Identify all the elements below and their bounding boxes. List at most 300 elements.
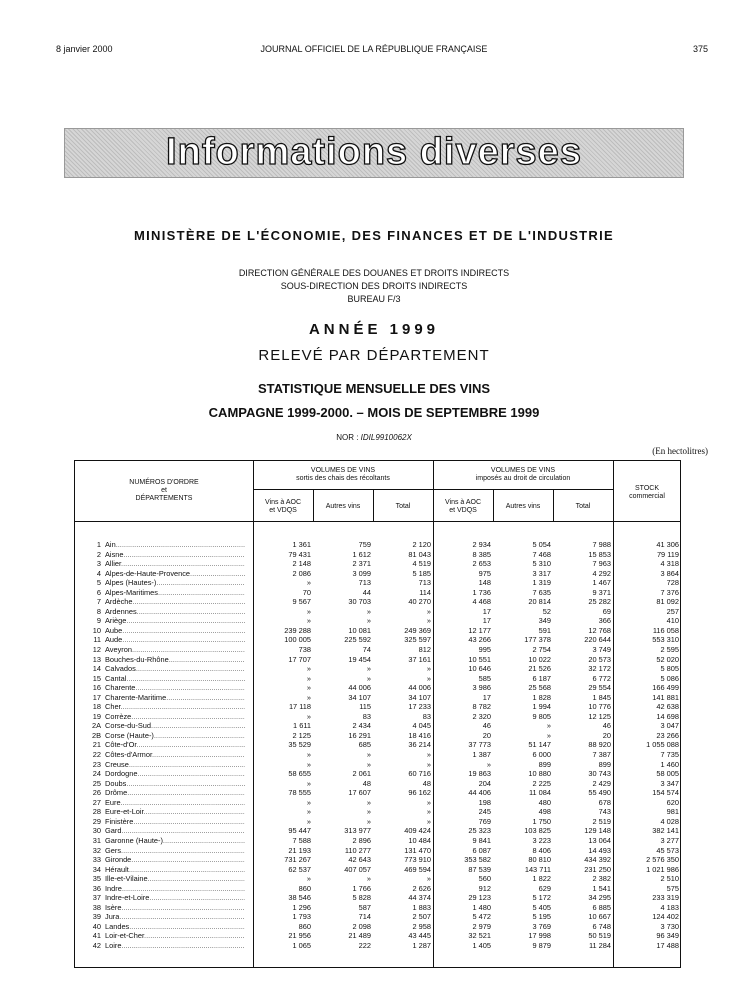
table-body	[75, 540, 680, 951]
cell-value: 407 057	[344, 864, 371, 874]
cell-value: 204	[478, 778, 491, 788]
table-row	[75, 865, 680, 875]
dept-number: 4	[96, 568, 101, 578]
cell-value: 2 086	[292, 568, 311, 578]
dept-number: 10	[92, 625, 101, 635]
cell-value: 5 195	[532, 912, 551, 922]
cell-value: 899	[598, 759, 611, 769]
cell-value: 44 374	[408, 893, 431, 903]
cell-value: 110 277	[344, 845, 371, 855]
dept-name: Loire .....	[105, 941, 245, 951]
header-aoc-2: Vins à AOC et VDQS	[444, 499, 482, 514]
table-row	[75, 750, 680, 760]
cell-value: 738	[298, 645, 311, 655]
cell-value: 100 005	[284, 635, 311, 645]
dept-number: 42	[92, 940, 101, 950]
table-row	[75, 874, 680, 884]
cell-value: 4 292	[592, 568, 611, 578]
cell-value: 225 592	[344, 635, 371, 645]
table-row	[75, 798, 680, 808]
dept-name: Ardèche .....	[105, 597, 245, 607]
cell-value: 7 735	[660, 750, 679, 760]
dept-name: Charente-Maritime .....	[105, 693, 245, 703]
cell-value: 115	[359, 702, 371, 712]
journal-title: JOURNAL OFFICIEL DE LA RÉPUBLIQUE FRANÇAISE	[260, 44, 488, 54]
cell-value: 34 295	[588, 893, 611, 903]
cell-value: 2 979	[472, 921, 491, 931]
cell-value: »	[426, 606, 431, 616]
cell-value: 20	[602, 730, 611, 740]
cell-value: 17 233	[408, 702, 431, 712]
dept-number: 3	[96, 559, 101, 569]
cell-value: »	[426, 664, 431, 674]
dept-name: Corrèze .....	[105, 712, 245, 722]
table-row	[75, 731, 680, 741]
cell-value: 585	[478, 673, 491, 683]
cell-value: 17 707	[288, 654, 311, 664]
cell-value: 560	[478, 874, 491, 884]
cell-value: 52	[542, 606, 551, 616]
cell-value: 30 703	[348, 597, 371, 607]
nor-reference	[0, 433, 748, 442]
dept-number: 35	[92, 874, 101, 884]
cell-value: 40 270	[408, 597, 431, 607]
cell-value: 17 488	[656, 940, 679, 950]
dept-number: 25	[92, 778, 101, 788]
cell-value: »	[306, 750, 311, 760]
cell-value: 1 405	[472, 940, 491, 950]
dept-name: Creuse .....	[105, 760, 245, 770]
cell-value: 4 318	[660, 559, 679, 569]
cell-value: 678	[598, 797, 611, 807]
cell-value: 353 582	[464, 855, 491, 865]
cell-value: 728	[666, 578, 679, 588]
cell-value: 114	[419, 587, 431, 597]
cell-value: 239 288	[284, 625, 311, 635]
campaign-title: CAMPAGNE 1999-2000. – MOIS DE SEPTEMBRE 1999	[208, 405, 540, 420]
cell-value: 42 643	[348, 855, 371, 865]
ministry-title: MINISTÈRE DE L'ÉCONOMIE, DES FINANCES ET DE L'INDUSTRIE	[134, 228, 614, 243]
table-row	[75, 893, 680, 903]
dept-number: 32	[92, 845, 101, 855]
cell-value: »	[366, 874, 371, 884]
cell-value: 9 841	[472, 835, 491, 845]
header-group-sortis: VOLUMES DE VINS sortis des chais des récoltants	[296, 467, 390, 482]
header-dept: NUMÉROS D'ORDRE et DÉPARTEMENTS	[129, 479, 199, 502]
dept-name: Charente .....	[105, 683, 245, 693]
cell-value: 69	[602, 606, 611, 616]
cell-value: 3 223	[532, 835, 551, 845]
direction-line-1: DIRECTION GÉNÉRALE DES DOUANES ET DROITS INDIRECTS	[238, 268, 510, 278]
cell-value: 10 667	[588, 912, 611, 922]
header-group-imposes: VOLUMES DE VINS imposés au droit de circulation	[475, 467, 571, 482]
cell-value: 5 172	[532, 893, 551, 903]
cell-value: 58 655	[288, 769, 311, 779]
cell-value: 48	[362, 778, 371, 788]
cell-value: 2 061	[352, 769, 371, 779]
cell-value: 15 853	[588, 549, 611, 559]
cell-value: 587	[358, 902, 371, 912]
dept-name: Ariège .....	[105, 616, 245, 626]
cell-value: 1 994	[532, 702, 551, 712]
cell-value: 23 266	[656, 730, 679, 740]
cell-value: »	[366, 664, 371, 674]
cell-value: 42 638	[656, 702, 679, 712]
dept-name: Gard .....	[105, 826, 245, 836]
table-row	[75, 807, 680, 817]
cell-value: »	[306, 816, 311, 826]
cell-value: 409 424	[404, 826, 431, 836]
dept-name: Aude .....	[105, 635, 245, 645]
cell-value: 96 349	[656, 931, 679, 941]
cell-value: 29 123	[468, 893, 491, 903]
table-row	[75, 884, 680, 894]
cell-value: 3 047	[660, 721, 679, 731]
table-row	[75, 912, 680, 922]
cell-value: 10 081	[348, 625, 371, 635]
table-row	[75, 578, 680, 588]
cell-value: 6 000	[532, 750, 551, 760]
dept-name: Isère .....	[105, 903, 245, 913]
cell-value: »	[486, 759, 491, 769]
cell-value: 166 499	[652, 683, 679, 693]
table-row	[75, 903, 680, 913]
cell-value: 83	[422, 711, 431, 721]
cell-value: 30 743	[588, 769, 611, 779]
cell-value: 41 306	[656, 540, 679, 549]
dept-name: Allier .....	[105, 559, 245, 569]
cell-value: 8 406	[532, 845, 551, 855]
cell-value: »	[426, 759, 431, 769]
year-title: ANNÉE 1999	[308, 321, 440, 338]
cell-value: »	[366, 807, 371, 817]
dept-number: 28	[92, 807, 101, 817]
cell-value: 9 371	[592, 587, 611, 597]
cell-value: 9 567	[292, 597, 311, 607]
cell-value: 18 416	[408, 730, 431, 740]
cell-value: 131 470	[404, 845, 431, 855]
cell-value: 1 065	[292, 940, 311, 950]
table-row	[75, 740, 680, 750]
dept-name: Alpes-de-Haute-Provence .....	[105, 569, 245, 579]
dept-number: 6	[96, 587, 101, 597]
cell-value: 2 626	[412, 883, 431, 893]
cell-value: 83	[362, 711, 371, 721]
cell-value: 2 653	[472, 559, 491, 569]
dept-number: 15	[92, 673, 101, 683]
cell-value: 44 006	[408, 683, 431, 693]
dept-number: 2B	[91, 730, 101, 740]
cell-value: 1 822	[532, 874, 551, 884]
cell-value: 34 107	[408, 692, 431, 702]
cell-value: 2 434	[352, 721, 371, 731]
cell-value: 44 006	[348, 683, 371, 693]
cell-value: 1 387	[472, 750, 491, 760]
cell-value: 731 267	[284, 855, 311, 865]
table-row	[75, 826, 680, 836]
cell-value: 81 092	[656, 597, 679, 607]
cell-value: 2 371	[352, 559, 371, 569]
cell-value: 79 119	[656, 549, 679, 559]
cell-value: 995	[478, 645, 491, 655]
cell-value: 366	[598, 616, 611, 626]
cell-value: 231 250	[584, 864, 611, 874]
cell-value: »	[426, 807, 431, 817]
table-row	[75, 635, 680, 645]
cell-value: 685	[358, 740, 371, 750]
dept-name: Aube .....	[105, 626, 245, 636]
dept-number: 31	[92, 835, 101, 845]
dept-number: 34	[92, 864, 101, 874]
cell-value: 7 387	[592, 750, 611, 760]
cell-value: 1 736	[472, 587, 491, 597]
cell-value: 5 805	[660, 664, 679, 674]
cell-value: »	[306, 673, 311, 683]
cell-value: 713	[358, 578, 371, 588]
cell-value: 10 646	[468, 664, 491, 674]
cell-value: 2 098	[352, 921, 371, 931]
cell-value: 743	[598, 807, 611, 817]
dept-name: Cantal .....	[105, 674, 245, 684]
cell-value: »	[366, 816, 371, 826]
cell-value: »	[306, 874, 311, 884]
cell-value: 4 045	[412, 721, 431, 731]
cell-value: »	[426, 616, 431, 626]
dept-name: Eure .....	[105, 798, 245, 808]
cell-value: 5 828	[352, 893, 371, 903]
cell-value: 36 214	[408, 740, 431, 750]
cell-value: 58 005	[656, 769, 679, 779]
dept-number: 13	[92, 654, 101, 664]
cell-value: 129 148	[584, 826, 611, 836]
cell-value: 154 574	[652, 788, 679, 798]
cell-value: 591	[538, 625, 551, 635]
cell-value: 2 429	[592, 778, 611, 788]
cell-value: 1 611	[293, 721, 311, 731]
dept-name: Landes .....	[105, 922, 245, 932]
dept-name: Aveyron .....	[105, 645, 245, 655]
header-aoc-1: Vins à AOC et VDQS	[264, 499, 302, 514]
cell-value: »	[426, 816, 431, 826]
dept-number: 41	[92, 931, 101, 941]
dept-number: 1	[96, 540, 101, 549]
dept-name: Drôme .....	[105, 788, 245, 798]
cell-value: 6 748	[592, 921, 611, 931]
cell-value: 9 879	[532, 940, 551, 950]
table-row	[75, 626, 680, 636]
unit-note: (En hectolitres)	[652, 446, 708, 456]
cell-value: 3 749	[592, 645, 611, 655]
cell-value: 7 988	[592, 540, 611, 549]
cell-value: 96 162	[408, 788, 431, 798]
cell-value: »	[366, 606, 371, 616]
header-autres-2: Autres vins	[505, 503, 541, 510]
cell-value: 11 284	[588, 940, 611, 950]
cell-value: 245	[478, 807, 491, 817]
cell-value: 1 612	[352, 549, 371, 559]
cell-value: 575	[666, 883, 679, 893]
cell-value: 7 588	[292, 835, 311, 845]
cell-value: 5 086	[660, 673, 679, 683]
table-row	[75, 702, 680, 712]
table-row	[75, 645, 680, 655]
cell-value: 17	[482, 606, 491, 616]
cell-value: 2 896	[352, 835, 371, 845]
dept-number: 14	[92, 664, 101, 674]
cell-value: 13 064	[588, 835, 611, 845]
nor-value: IDIL9910062X	[360, 433, 412, 442]
table-row	[75, 941, 680, 951]
cell-value: 14 493	[588, 845, 611, 855]
dept-number: 12	[92, 645, 101, 655]
cell-value: 25 568	[528, 683, 551, 693]
cell-value: »	[306, 807, 311, 817]
cell-value: 2 510	[660, 874, 679, 884]
dept-number: 18	[92, 702, 101, 712]
cell-value: 50 519	[588, 931, 611, 941]
cell-value: 3 347	[660, 778, 679, 788]
cell-value: »	[306, 797, 311, 807]
cell-value: 80 810	[528, 855, 551, 865]
cell-value: 2 934	[472, 540, 491, 549]
cell-value: 975	[478, 568, 491, 578]
table-row	[75, 693, 680, 703]
cell-value: 498	[538, 807, 551, 817]
cell-value: 32 521	[468, 931, 491, 941]
wine-statistics-table	[74, 460, 681, 968]
cell-value: 81 043	[408, 549, 431, 559]
cell-value: »	[306, 759, 311, 769]
dept-name: Hérault .....	[105, 865, 245, 875]
section-banner	[64, 128, 684, 178]
dept-name: Ille-et-Vilaine .....	[105, 874, 245, 884]
cell-value: 1 793	[292, 912, 311, 922]
cell-value: »	[366, 616, 371, 626]
cell-value: 620	[666, 797, 679, 807]
cell-value: 2 958	[412, 921, 431, 931]
cell-value: 9 805	[532, 711, 551, 721]
cell-value: 88 920	[588, 740, 611, 750]
cell-value: 220 644	[584, 635, 611, 645]
dept-number: 26	[92, 788, 101, 798]
cell-value: 1 296	[292, 902, 311, 912]
dept-number: 29	[92, 816, 101, 826]
cell-value: »	[306, 616, 311, 626]
cell-value: 44	[362, 587, 371, 597]
table-row	[75, 540, 680, 550]
cell-value: 25 282	[588, 597, 611, 607]
table-row	[75, 855, 680, 865]
cell-value: »	[426, 797, 431, 807]
dept-number: 36	[92, 883, 101, 893]
cell-value: 44 406	[468, 788, 491, 798]
cell-value: 2 120	[412, 540, 431, 549]
cell-value: 55 490	[588, 788, 611, 798]
cell-value: »	[306, 664, 311, 674]
cell-value: 19 863	[468, 769, 491, 779]
cell-value: 21 193	[288, 845, 311, 855]
cell-value: »	[306, 711, 311, 721]
cell-value: 912	[478, 883, 491, 893]
cell-value: 3 769	[532, 921, 551, 931]
cell-value: 233 319	[652, 893, 679, 903]
cell-value: 5 054	[532, 540, 551, 549]
header-stock: STOCK commercial	[629, 485, 665, 500]
cell-value: 11 084	[528, 788, 551, 798]
dept-number: 40	[92, 921, 101, 931]
cell-value: 2 595	[660, 645, 679, 655]
dept-name: Côte-d'Or .....	[105, 740, 245, 750]
cell-value: 6 187	[532, 673, 551, 683]
cell-value: 124 402	[652, 912, 679, 922]
cell-value: 60 716	[408, 769, 431, 779]
cell-value: 1 055 088	[646, 740, 679, 750]
cell-value: 899	[538, 759, 551, 769]
cell-value: 14 698	[656, 711, 679, 721]
dept-name: Calvados .....	[105, 664, 245, 674]
dept-number: 33	[92, 855, 101, 865]
dept-number: 22	[92, 750, 101, 760]
cell-value: 3 864	[660, 568, 679, 578]
cell-value: 17 998	[528, 931, 551, 941]
cell-value: 1 541	[592, 883, 611, 893]
cell-value: 469 594	[404, 864, 431, 874]
cell-value: 141 881	[652, 692, 679, 702]
dept-number: 2	[96, 549, 101, 559]
dept-name: Alpes-Maritimes .....	[105, 588, 245, 598]
cell-value: 769	[478, 816, 491, 826]
cell-value: 2 754	[532, 645, 551, 655]
cell-value: »	[306, 692, 311, 702]
dept-name: Gers .....	[105, 846, 245, 856]
cell-value: 143 711	[524, 864, 551, 874]
cell-value: 3 986	[472, 683, 491, 693]
cell-value: 45 573	[656, 845, 679, 855]
cell-value: 1 021 986	[646, 864, 679, 874]
releve-title: RELEVÉ PAR DÉPARTEMENT	[258, 347, 490, 364]
table-row	[75, 597, 680, 607]
dept-number: 39	[92, 912, 101, 922]
cell-value: 177 378	[524, 635, 551, 645]
table-row	[75, 769, 680, 779]
cell-value: 10 022	[528, 654, 551, 664]
cell-value: »	[426, 673, 431, 683]
cell-value: 3 099	[352, 568, 371, 578]
cell-value: »	[546, 721, 551, 731]
table-row	[75, 931, 680, 941]
dept-name: Gironde .....	[105, 855, 245, 865]
cell-value: 3 317	[532, 568, 551, 578]
cell-value: 51 147	[528, 740, 551, 750]
cell-value: 17 118	[288, 702, 311, 712]
dept-number: 24	[92, 769, 101, 779]
cell-value: 222	[358, 940, 371, 950]
cell-value: 981	[666, 807, 679, 817]
table-row	[75, 846, 680, 856]
table-row	[75, 607, 680, 617]
table-row	[75, 569, 680, 579]
table-row	[75, 712, 680, 722]
cell-value: 713	[418, 578, 431, 588]
cell-value: 860	[298, 883, 311, 893]
cell-value: 12 768	[588, 625, 611, 635]
cell-value: 257	[666, 606, 679, 616]
cell-value: »	[426, 874, 431, 884]
dept-name: Dordogne .....	[105, 769, 245, 779]
cell-value: 46	[482, 721, 491, 731]
table-row	[75, 683, 680, 693]
table-row	[75, 674, 680, 684]
